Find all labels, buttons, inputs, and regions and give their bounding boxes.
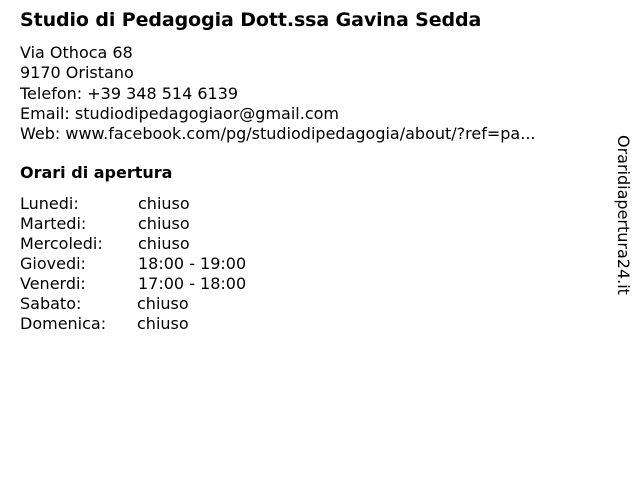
day-label: Giovedi: [20, 254, 86, 273]
phone: Telefon: +39 348 514 6139 [20, 83, 239, 103]
website: Web: www.facebook.com/pg/studiodipedagogia/about/?ref=pa... [20, 124, 536, 144]
city: 9170 Oristano [20, 63, 134, 83]
opening-hours-title: Orari di apertura [20, 163, 173, 182]
hours-value: chiuso [138, 194, 190, 213]
day-label: Domenica: [20, 314, 107, 333]
business-name: Studio di Pedagogia Dott.ssa Gavina Sedda [20, 9, 482, 31]
hours-value: chiuso [137, 294, 189, 313]
hours-value: chiuso [138, 214, 190, 233]
hours-value: chiuso [138, 234, 190, 253]
hours-value: chiuso [137, 314, 189, 333]
hours-value: 18:00 - 19:00 [138, 254, 247, 273]
day-label: Sabato: [20, 294, 82, 313]
site-watermark: Oraridiapertura24.it [614, 135, 633, 295]
email: Email: studiodipedagogiaor@gmail.com [20, 103, 339, 123]
hours-value: 17:00 - 18:00 [138, 274, 247, 293]
day-label: Lunedi: [20, 194, 79, 213]
day-label: Martedi: [20, 214, 87, 233]
contact-block [20, 43, 535, 144]
day-label: Mercoledi: [20, 234, 103, 253]
day-label: Venerdi: [20, 274, 86, 293]
street-address: Via Othoca 68 [20, 43, 133, 62]
